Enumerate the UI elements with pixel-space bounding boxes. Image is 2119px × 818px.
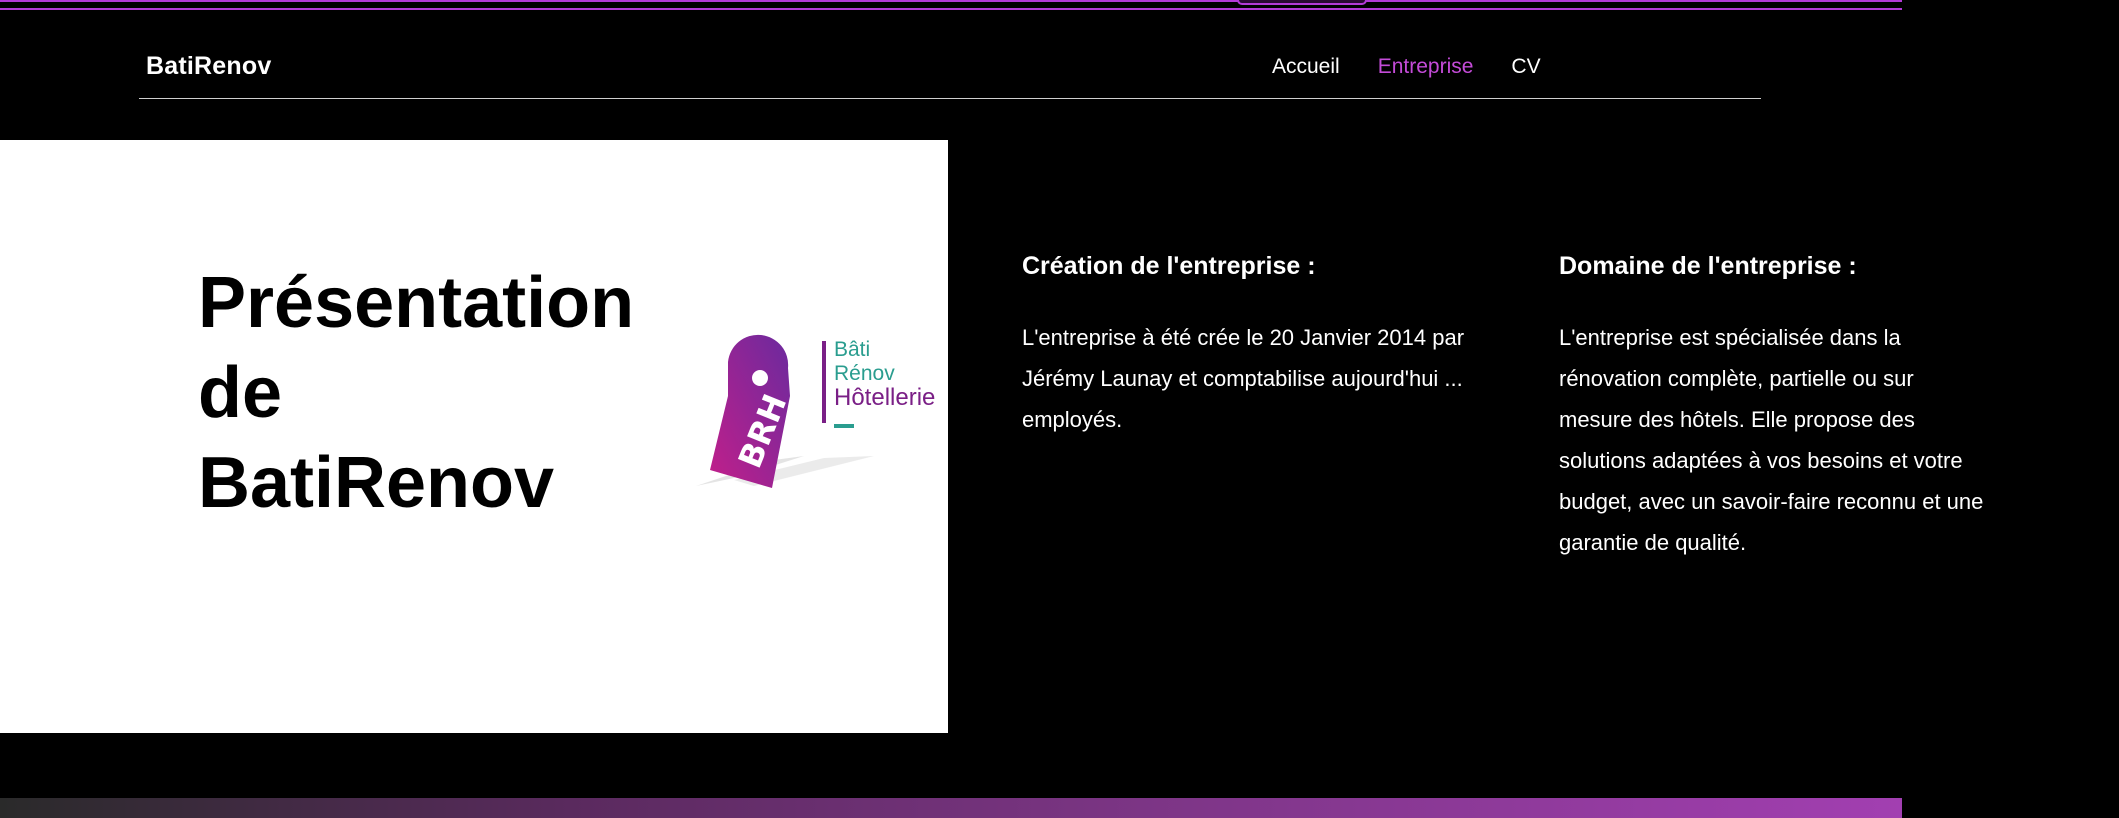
nav-link-entreprise[interactable]: Entreprise (1377, 55, 1474, 78)
logo-monogram: BRH (730, 388, 795, 474)
logo-line-2: Rénov (834, 362, 895, 385)
site-header (139, 50, 1761, 99)
section-domaine-body: L'entreprise est spécialisée dans la rénovation complète, partielle ou sur mesure des hôtels. Elle propose des solutions adaptées à vos besoins et votre budget, avec un savoir-faire reconnu et une garantie de qualité. (1559, 325, 1984, 555)
hero-title (198, 258, 698, 528)
section-creation-body: L'entreprise à été crée le 20 Janvier 2014 par Jérémy Launay et comptabilise aujourd'hui ... employés. (1022, 325, 1465, 432)
browser-top-border (0, 0, 1902, 10)
hero-title-line-3: BatiRenov (198, 443, 555, 523)
main-nav (1272, 55, 1541, 79)
logo-line-3: Hôtellerie (834, 384, 936, 411)
nav-link-accueil[interactable]: Accueil (1272, 55, 1340, 78)
nav-link-cv[interactable]: CV (1511, 55, 1541, 78)
logo-dash (834, 424, 854, 428)
footer-gradient-bar (0, 798, 1902, 818)
section-domaine-heading: Domaine de l'entreprise : (1559, 252, 1857, 280)
hero-title-line-1: Présentation (198, 263, 635, 343)
logo-line-1: Bâti (834, 338, 871, 361)
logo-divider (822, 341, 826, 423)
top-tab-indicator (1237, 0, 1367, 5)
company-logo (694, 338, 948, 502)
logo-wordmark (834, 338, 935, 410)
hero-title-line-2: de (198, 353, 283, 433)
section-creation (1022, 252, 1512, 440)
section-domaine (1559, 252, 1984, 563)
brand-logo-text[interactable]: BatiRenov (146, 52, 272, 80)
hero-panel (0, 140, 948, 733)
section-creation-heading: Création de l'entreprise : (1022, 252, 1316, 280)
